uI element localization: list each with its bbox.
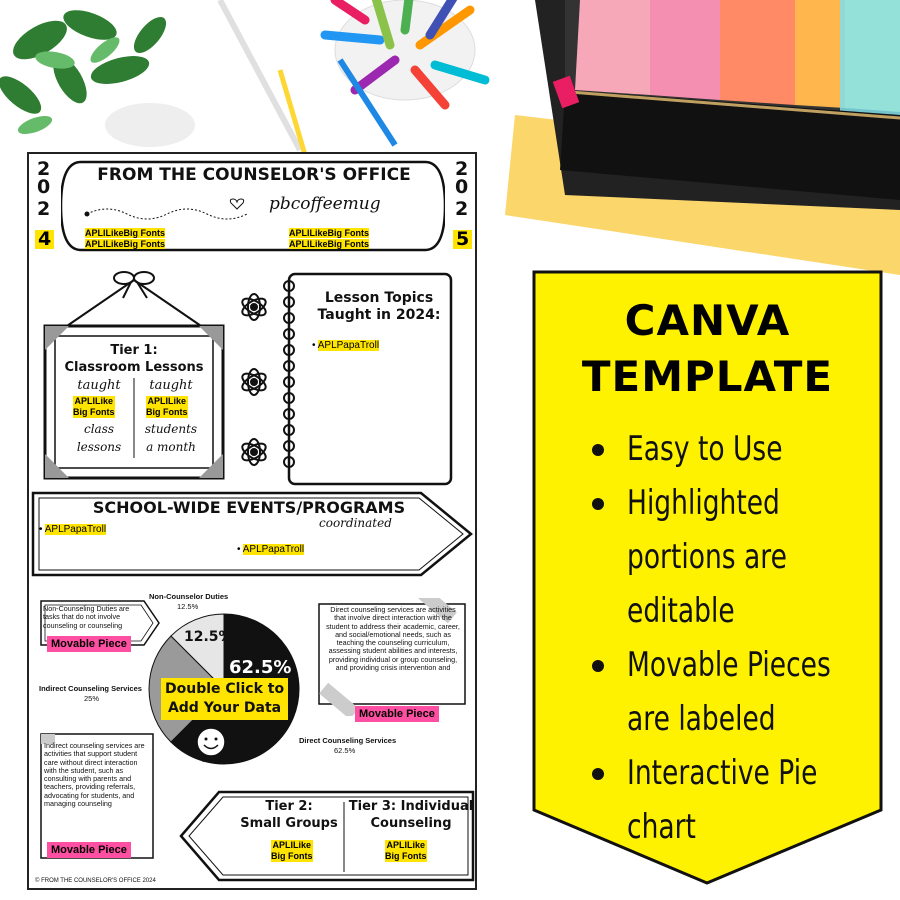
- pie-label-left-pct: 25%: [84, 694, 100, 703]
- events-coordinated: coordinated: [319, 516, 392, 530]
- pennant-item-labeled: are labeled: [627, 699, 776, 739]
- year-left-2b: 2: [37, 198, 51, 220]
- direct-text: Direct counseling services are activities that involve direct interaction with the student to address their academic, career, and social/emotional needs, such as teaching the counseling curriculum, assessing student abilities and interests, providing individual or group counseling, and providing crisis intervention and: [326, 606, 460, 673]
- heart-icon: [229, 198, 245, 210]
- flower-doodles: [229, 282, 279, 482]
- pennant-item-easy: Easy to Use: [627, 429, 783, 469]
- lesson-topic-bullet[interactable]: • APLPapaTroll: [312, 340, 380, 351]
- tier2-hl-1: APLILike: [272, 840, 311, 850]
- pennant-bullet-3: [592, 660, 604, 672]
- events-title: SCHOOL-WIDE EVENTS/PROGRAMS: [92, 498, 406, 517]
- year-right-2b: 2: [455, 198, 469, 220]
- worksheet-preview: [27, 152, 477, 890]
- tier1-month: a month: [146, 440, 196, 454]
- year-left-2a: 2: [37, 158, 51, 180]
- tier2-editable[interactable]: [271, 840, 313, 862]
- year-right-5: 5: [453, 230, 472, 249]
- notebook-photo: [505, 0, 900, 275]
- smiley-icon: [191, 724, 231, 764]
- events-bullet-1-text: APLPapaTroll: [44, 524, 107, 535]
- tier1-title-line1: Tier 1:: [110, 343, 158, 358]
- tier1-students: students: [144, 422, 198, 436]
- tier3-hl-2: Big Fonts: [385, 851, 427, 861]
- year-right-2a: 2: [455, 158, 469, 180]
- tier1-editable-left[interactable]: [73, 396, 115, 418]
- pennant-item-movable: Movable Pieces: [627, 645, 831, 685]
- events-bullet-2-text: APLPapaTroll: [242, 544, 305, 555]
- pennant-item-chart: chart: [627, 807, 696, 847]
- tier1-title-line2: Classroom Lessons: [64, 360, 204, 375]
- year-left-0: 0: [37, 176, 51, 198]
- tier2-hl-2: Big Fonts: [271, 851, 313, 861]
- pennant-bullet-2: [592, 498, 604, 510]
- pennant-bullet-1: [592, 444, 604, 456]
- tier3-editable[interactable]: [385, 840, 427, 862]
- tier1-taught-right: taught: [149, 378, 193, 393]
- events-bullet-2[interactable]: • APLPapaTroll: [237, 544, 305, 555]
- indirect-text: Indirect counseling services are activities that support student care without direct interaction with the student, such as consulting with parents and teachers, providing referrals, advocating for students, and managing counseling: [44, 742, 145, 809]
- lesson-topic-text: APLPapaTroll: [317, 340, 380, 351]
- pie-label-top-pct: 12.5%: [177, 602, 199, 611]
- pie-label-bottom-pct: 62.5%: [334, 746, 356, 755]
- lesson-topics-title-1: Lesson Topics: [324, 290, 434, 306]
- non-counseling-text: Non-Counseling Duties are tasks that do not involve counseling or counseling: [43, 605, 130, 630]
- pennant-title-line2: TEMPLATE: [581, 352, 834, 401]
- year-right-0: 0: [455, 176, 469, 198]
- brand-name: pbcoffeemug: [269, 194, 381, 214]
- copyright: © FROM THE COUNSELOR'S OFFICE 2024: [35, 878, 156, 884]
- tier1-class: class: [83, 422, 115, 436]
- tier1-editable-right[interactable]: [146, 396, 188, 418]
- pennant-bullet-4: [592, 768, 604, 780]
- tier1-hl-left-2: Big Fonts: [73, 407, 115, 417]
- plant-photo: [0, 0, 200, 150]
- lesson-topics-title-2: Taught in 2024:: [317, 307, 441, 323]
- events-bullet-1[interactable]: • APLPapaTroll: [39, 524, 107, 535]
- editable-big-fonts-3[interactable]: APLILikeBig Fonts: [289, 228, 370, 238]
- movable-piece-label-3[interactable]: Movable Piece: [47, 842, 131, 858]
- tier1-hl-left-1: APLILike: [74, 396, 113, 406]
- editable-big-fonts-2[interactable]: APLILikeBig Fonts: [85, 239, 166, 249]
- pie-label-top: Non-Counselor Duties: [149, 592, 229, 601]
- pencils-photo: [190, 0, 420, 160]
- pie-label-bottom: Direct Counseling Services: [299, 736, 397, 745]
- tier3-hl-1: APLILike: [386, 840, 425, 850]
- editable-big-fonts-1[interactable]: APLILikeBig Fonts: [85, 228, 166, 238]
- tier1-hl-right-1: APLILike: [147, 396, 186, 406]
- pie-slice-small-label: 12.5%: [184, 629, 233, 645]
- tier2-title-2: Small Groups: [240, 816, 338, 831]
- pennant-item-highlighted: Highlighted: [627, 483, 780, 523]
- tier1-taught-left: taught: [77, 378, 121, 393]
- pennant-item-interactive: Interactive Pie: [627, 753, 818, 793]
- double-click-line2: Add Your Data: [167, 700, 282, 716]
- double-click-line1: Double Click to: [165, 681, 285, 697]
- tier3-title-2: Counseling: [370, 816, 452, 831]
- pennant-item-portions: portions are: [627, 537, 787, 577]
- pie-slice-big-label: 62.5%: [229, 657, 292, 678]
- header-title: FROM THE COUNSELOR'S OFFICE: [97, 165, 411, 185]
- year-left-4: 4: [35, 230, 54, 249]
- editable-big-fonts-4[interactable]: APLILikeBig Fonts: [289, 239, 370, 249]
- pennant-title-line1: CANVA: [624, 296, 791, 345]
- tier3-title-1: Tier 3: Individual: [348, 799, 474, 814]
- pennant-content: [532, 270, 883, 885]
- tier2-title-1: Tier 2:: [265, 799, 313, 814]
- pennant-item-editable: editable: [627, 591, 735, 631]
- movable-piece-label-1[interactable]: Movable Piece: [47, 636, 131, 652]
- movable-piece-label-2[interactable]: Movable Piece: [355, 706, 439, 722]
- double-click-callout[interactable]: [161, 678, 288, 720]
- tier1-lessons: lessons: [76, 440, 122, 454]
- tier1-hl-right-2: Big Fonts: [146, 407, 188, 417]
- pie-label-left: Indirect Counseling Services: [39, 684, 142, 693]
